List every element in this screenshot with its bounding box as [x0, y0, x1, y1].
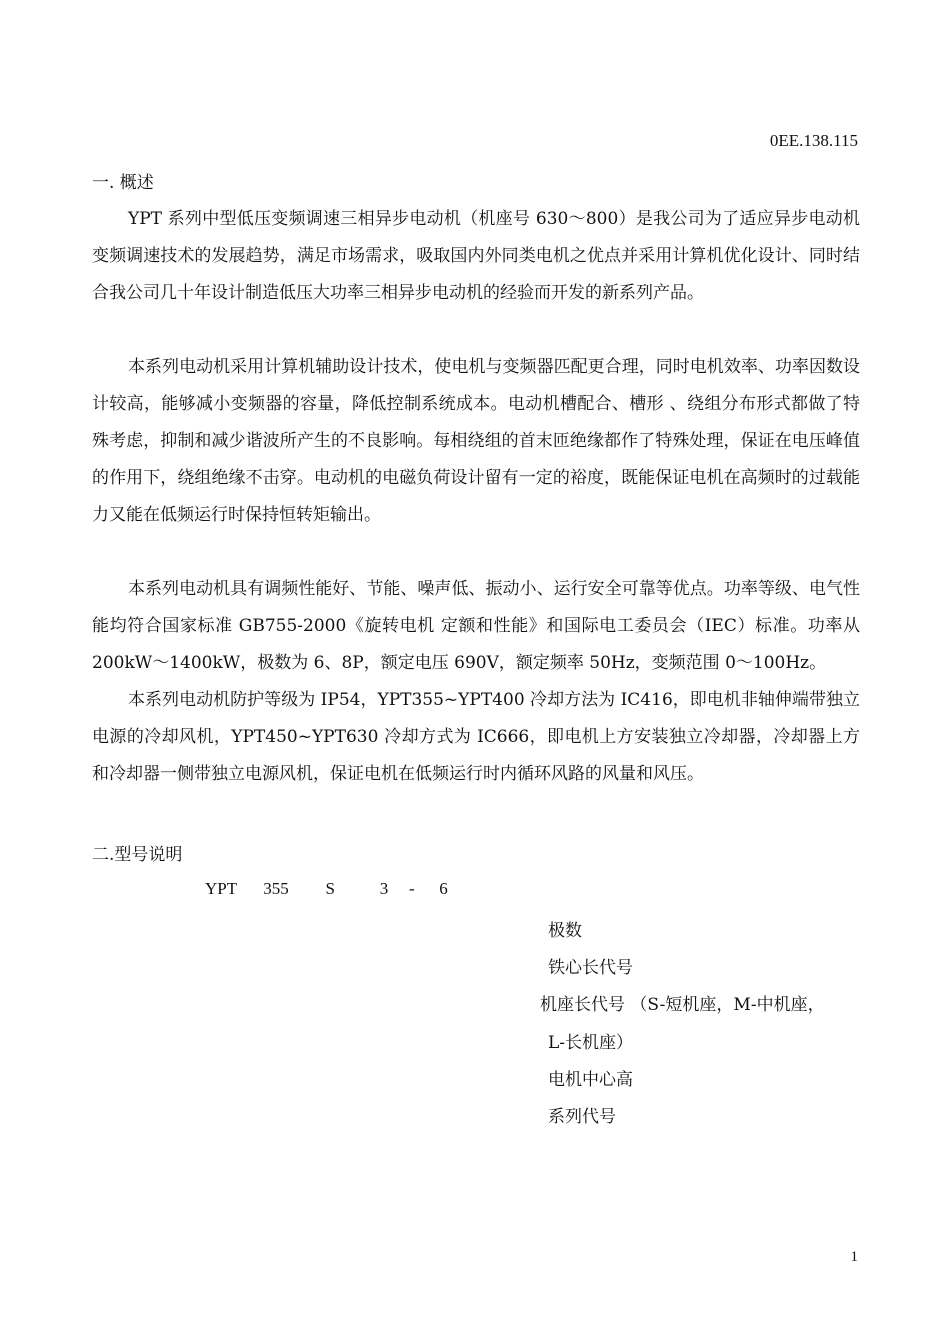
paragraph-protection: 本系列电动机防护等级为 IP54，YPT355~YPT400 冷却方法为 IC416，即电机非轴伸端带独立电源的冷却风机，YPT450~YPT630 冷却方式为 IC666，即电机上方安装独立冷却器，冷却器上方和冷却器一侧带独立电源风机，保证电机在低频运行时内循环风路的风量和风压。	[92, 690, 860, 784]
model-part-poles: 6	[439, 879, 448, 898]
model-part-series: YPT	[205, 879, 238, 898]
model-part-frame: S	[325, 879, 335, 898]
paragraph-design: 本系列电动机采用计算机辅助设计技术，使电机与变频器匹配更合理，同时电机效率、功率因数设计较高，能够减小变频器的容量，降低控制系统成本。电动机槽配合、槽形 、绕组分布形式都做了特殊考虑，抑制和减少谐波所产生的不良影响。每相绕组的首末匝绝缘都作了特殊处理，保证在电压峰值的作用下，绕组绝缘不击穿。电动机的电磁负荷设计留有一定的裕度，既能保证电机在高频时的过载能力又能在低频运行时保持恒转矩输出。	[92, 357, 860, 525]
section-heading-model: 二.型号说明	[92, 845, 183, 865]
section-heading-overview: 一. 概述	[92, 173, 154, 193]
legend-core-length: 铁心长代号	[548, 958, 633, 978]
paragraph-intro: YPT 系列中型低压变频调速三相异步电动机（机座号 630～800）是我公司为了适应异步电动机变频调速技术的发展趋势，满足市场需求，吸取国内外同类电机之优点并采用计算机优化设计、同时结合我公司几十年设计制造低压大功率三相异步电动机的经验而开发的新系列产品。	[92, 209, 860, 303]
paragraph-performance: 本系列电动机具有调频性能好、节能、噪声低、振动小、运行安全可靠等优点。功率等级、电气性能均符合国家标准 GB755-2000《旋转电机 定额和性能》和国际电工委员会（IEC）标准。功率从 200kW～1400kW，极数为 6、8P，额定电压 690V，额定频率 50Hz，变频范围 0～100Hz。	[92, 579, 860, 673]
model-part-dash: -	[409, 879, 415, 898]
model-code	[205, 879, 448, 899]
document-number: 0EE.138.115	[769, 131, 858, 150]
legend-center-height: 电机中心高	[548, 1070, 633, 1090]
model-part-core: 3	[379, 879, 389, 898]
model-part-height: 355	[263, 879, 289, 898]
page-number: 1	[850, 1249, 858, 1265]
legend-frame-length-cont: L-长机座）	[548, 1033, 634, 1053]
legend-poles: 极数	[548, 921, 582, 941]
legend-frame-length: 机座长代号 （S-短机座，M-中机座，	[540, 995, 825, 1015]
legend-series-code: 系列代号	[548, 1107, 616, 1127]
